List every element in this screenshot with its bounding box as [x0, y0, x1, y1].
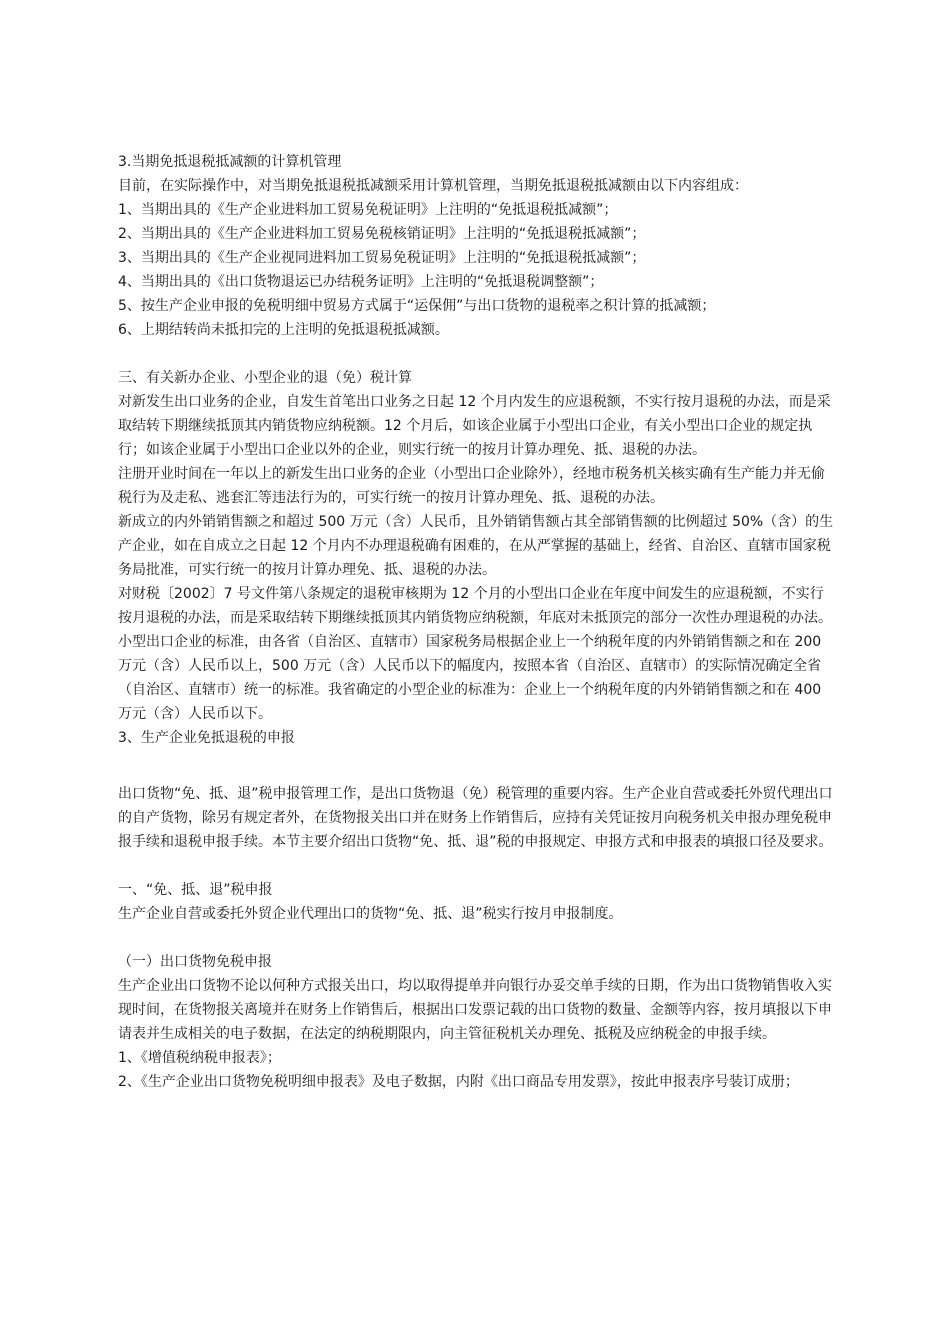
- heading-monthly-declaration: 一、“免、抵、退”税申报: [118, 882, 273, 898]
- heading-new-enterprises: 三、有关新办企业、小型企业的退（免）税计算: [118, 370, 412, 386]
- section-declaration-intro: [118, 782, 834, 854]
- spacer: [118, 926, 834, 950]
- document-body: [118, 150, 834, 1094]
- paragraph: 对财税〔2002〕7 号文件第八条规定的退税审核期为 12 个月的小型出口企业在年度中间发生的应退税额，不实行按月退税的办法，而是采取结转下期继续抵顶其内销货物应纳税额，年底对未抵顶完的部分一次性办理退税的办法。小型出口企业的标准，由各省（自治区、直辖市）国家税务局根据企业上一个纳税年度的内外销销售额之和在 200 万元（含）人民币以上，500 万元（含）人民币以下的幅度内，按照本省（自治区、直辖市）的实际情况确定全省（自治区、直辖市）统一的标准。我省确定的小型企业的标准为：企业上一个纳税年度的内外销销售额之和在 400 万元（含）人民币以下。: [118, 586, 832, 722]
- list-item: 6、上期结转尚未抵扣完的上注明的免抵退税抵减额。: [118, 322, 449, 338]
- paragraph: 生产企业自营或委托外贸企业代理出口的货物“免、抵、退”税实行按月申报制度。: [118, 906, 623, 922]
- heading-offset-management: 3.当期免抵退税抵减额的计算机管理: [118, 154, 342, 170]
- paragraph: 新成立的内外销销售额之和超过 500 万元（含）人民币，且外销销售额占其全部销售额的比例超过 50%（含）的生产企业，如在自成立之日起 12 个月内不办理退税确有困难的，在从严掌握的基础上，经省、自治区、直辖市国家税务局批准，可实行统一的按月计算办理免、抵、退税的办法。: [118, 514, 834, 578]
- section-monthly-declaration: [118, 878, 834, 926]
- heading-declaration: 3、生产企业免抵退税的申报: [118, 730, 295, 746]
- heading-exemption-declaration: （一）出口货物免税申报: [118, 954, 272, 970]
- list-item: 1、《增值税纳税申报表》；: [118, 1050, 281, 1066]
- paragraph: 对新发生出口业务的企业，自发生首笔出口业务之日起 12 个月内发生的应退税额，不实行按月退税的办法，而是采取结转下期继续抵顶其内销货物应纳税额。12 个月后，如该企业属于小型出口企业，有关小型出口企业的规定执行；如该企业属于小型出口企业以外的企业，则实行统一的按月计算办理免、抵、退税的办法。: [118, 394, 831, 458]
- spacer: [118, 342, 834, 366]
- spacer: [118, 774, 834, 782]
- section-computer-management: [118, 150, 834, 342]
- section-new-small-enterprises: [118, 366, 834, 750]
- list-item: 2、《生产企业出口货物免税明细申报表》及电子数据，内附《出口商品专用发票》，按此申报表序号装订成册；: [118, 1074, 799, 1090]
- list-item: 3、当期出具的《生产企业视同进料加工贸易免税证明》上注明的“免抵退税抵减额”；: [118, 250, 646, 266]
- paragraph: 出口货物“免、抵、退”税申报管理工作，是出口货物退（免）税管理的重要内容。生产企业自营或委托外贸代理出口的自产货物，除另有规定者外，在货物报关出口并在财务上作销售后，应持有关凭证按月向税务机关申报办理免税申报手续和退税申报手续。本节主要介绍出口货物“免、抵、退”税的申报规定、申报方式和申报表的填报口径及要求。: [118, 786, 833, 850]
- paragraph: 注册开业时间在一年以上的新发生出口业务的企业（小型出口企业除外），经地市税务机关核实确有生产能力并无偷税行为及走私、逃套汇等违法行为的，可实行统一的按月计算办理免、抵、退税的办法。: [118, 466, 825, 506]
- list-item: 1、当期出具的《生产企业进料加工贸易免税证明》上注明的“免抵退税抵减额”；: [118, 202, 618, 218]
- paragraph: 生产企业出口货物不论以何种方式报关出口，均以取得提单并向银行办妥交单手续的日期，作为出口货物销售收入实现时间，在货物报关离境并在财务上作销售后，根据出口发票记载的出口货物的数量、金额等内容，按月填报以下申请表并生成相关的电子数据，在法定的纳税期限内，向主管征税机关办理免、抵税及应纳税金的申报手续。: [118, 978, 832, 1042]
- list-item: 5、按生产企业申报的免税明细中贸易方式属于“运保佣”与出口货物的退税率之积计算的抵减额；: [118, 298, 716, 314]
- paragraph: 目前，在实际操作中，对当期免抵退税抵减额采用计算机管理，当期免抵退税抵减额由以下内容组成：: [118, 178, 748, 194]
- section-tax-exemption-declaration: [118, 950, 834, 1094]
- spacer: [118, 854, 834, 878]
- list-item: 4、当期出具的《出口货物退运已办结税务证明》上注明的“免抵退税调整额”；: [118, 274, 604, 290]
- spacer: [118, 750, 834, 774]
- list-item: 2、当期出具的《生产企业进料加工贸易免税核销证明》上注明的“免抵退税抵减额”；: [118, 226, 646, 242]
